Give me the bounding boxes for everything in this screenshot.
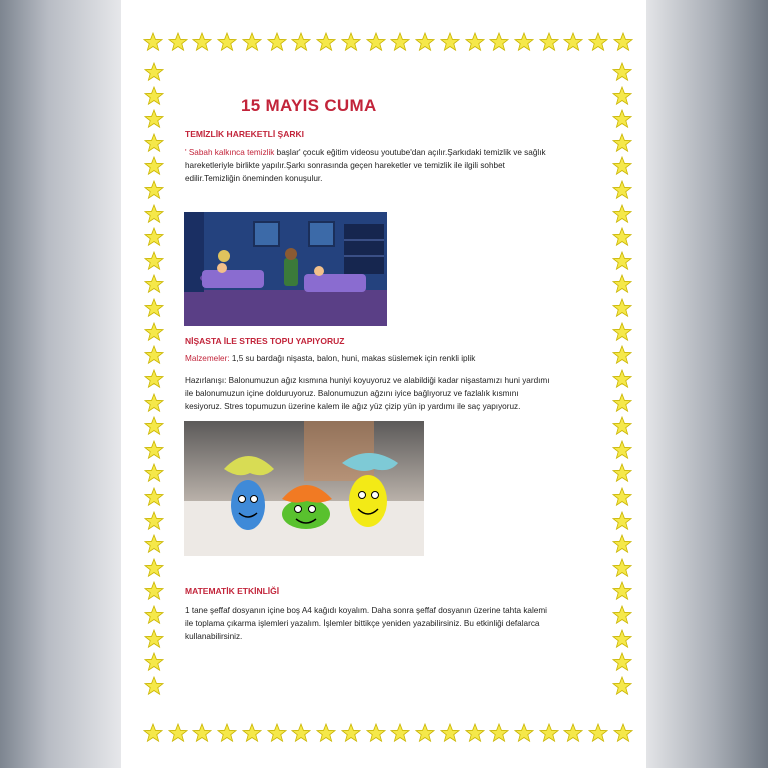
star-icon <box>341 723 361 743</box>
text-line: 1 tane şeffaf dosyanın içine boş A4 kağıdı koyalım. Daha sonra şeffaf dosyanın üzerine tahta kalemi <box>185 606 547 615</box>
star-icon <box>291 32 311 52</box>
star-icon <box>612 156 632 176</box>
star-icon <box>192 32 212 52</box>
star-icon <box>316 32 336 52</box>
star-icon <box>612 581 632 601</box>
background-left <box>0 0 121 768</box>
text-line: ile toplama çıkarma işlemleri yazalım. İşlemler bittikçe yeniden yazabilirsiniz. Bu etkinliği defalarca <box>185 619 540 628</box>
star-icon <box>390 723 410 743</box>
text-span: başlar' çocuk eğitim videosu youtube'dan açılır.Şarkıdaki temizlik ve sağlık <box>274 148 546 157</box>
star-icon <box>613 32 633 52</box>
star-icon <box>612 463 632 483</box>
star-icon <box>341 32 361 52</box>
star-icon <box>612 629 632 649</box>
star-icon <box>144 463 164 483</box>
text-line: kesiyoruz. Stres topumuzun üzerine kalem ile ağız yüz çizip yün ip yardımı ile saç yapıyoruz. <box>185 402 521 411</box>
star-icon <box>612 487 632 507</box>
text-line: kullanabilirsiniz. <box>185 632 243 641</box>
star-icon <box>613 723 633 743</box>
star-icon <box>415 723 435 743</box>
star-icon <box>144 227 164 247</box>
star-icon <box>612 180 632 200</box>
star-icon <box>144 133 164 153</box>
star-icon <box>144 345 164 365</box>
star-icon <box>612 109 632 129</box>
cartoon-bedroom-illustration <box>184 212 387 326</box>
song-title-quote: ' Sabah kalkınca temizlik <box>185 148 275 157</box>
document-page <box>121 0 646 768</box>
star-icon <box>267 723 287 743</box>
star-border-left <box>143 62 165 696</box>
star-icon <box>612 133 632 153</box>
star-icon <box>366 32 386 52</box>
star-icon <box>440 723 460 743</box>
materials-label: Malzemeler: <box>185 354 230 363</box>
star-icon <box>612 227 632 247</box>
star-icon <box>192 723 212 743</box>
star-border-right <box>611 62 633 696</box>
star-icon <box>144 156 164 176</box>
stress-balls-illustration <box>184 421 424 556</box>
star-icon <box>144 369 164 389</box>
star-icon <box>144 180 164 200</box>
star-icon <box>168 723 188 743</box>
star-icon <box>612 652 632 672</box>
star-icon <box>144 676 164 696</box>
star-icon <box>612 322 632 342</box>
materials-list: 1,5 su bardağı nişasta, balon, huni, makas süslemek için renkli iplik <box>229 354 476 363</box>
page-title: 15 MAYIS CUMA <box>241 96 377 115</box>
star-icon <box>612 274 632 294</box>
star-icon <box>612 416 632 436</box>
star-icon <box>144 511 164 531</box>
star-icon <box>291 723 311 743</box>
star-icon <box>168 32 188 52</box>
star-border-bottom <box>143 722 633 744</box>
star-icon <box>612 86 632 106</box>
star-icon <box>144 109 164 129</box>
star-icon <box>612 298 632 318</box>
star-icon <box>612 393 632 413</box>
star-icon <box>144 605 164 625</box>
star-icon <box>612 676 632 696</box>
text-line: edilir.Temizliğin öneminden konuşulur. <box>185 174 323 183</box>
star-icon <box>588 32 608 52</box>
star-icon <box>144 581 164 601</box>
star-icon <box>217 32 237 52</box>
background-right <box>646 0 768 768</box>
section-text-math-activity <box>185 604 591 643</box>
star-icon <box>144 251 164 271</box>
text-line <box>185 146 591 159</box>
star-icon <box>144 440 164 460</box>
star-icon <box>612 251 632 271</box>
star-icon <box>144 534 164 554</box>
preparation-text <box>185 374 591 413</box>
star-icon <box>144 322 164 342</box>
text-line: hareketleriyle birlikte yapılır.Şarkı sonrasında geçen hareketler ve temizlik ile ilgili sohbet <box>185 161 505 170</box>
star-icon <box>612 558 632 578</box>
star-icon <box>563 32 583 52</box>
star-icon <box>563 723 583 743</box>
star-icon <box>144 629 164 649</box>
star-icon <box>612 369 632 389</box>
star-icon <box>612 345 632 365</box>
star-icon <box>465 32 485 52</box>
star-icon <box>144 274 164 294</box>
materials-text <box>185 352 591 365</box>
section-heading-stress-ball: NİŞASTA İLE STRES TOPU YAPIYORUZ <box>185 336 345 346</box>
star-icon <box>415 32 435 52</box>
star-icon <box>612 534 632 554</box>
star-icon <box>612 440 632 460</box>
star-icon <box>144 416 164 436</box>
star-icon <box>612 204 632 224</box>
cartoon-bedroom-image <box>184 212 387 326</box>
star-icon <box>316 723 336 743</box>
star-icon <box>217 723 237 743</box>
star-icon <box>612 62 632 82</box>
star-icon <box>612 511 632 531</box>
star-icon <box>489 723 509 743</box>
star-icon <box>267 32 287 52</box>
star-icon <box>465 723 485 743</box>
star-icon <box>144 86 164 106</box>
star-icon <box>489 32 509 52</box>
star-border-top <box>143 31 633 53</box>
star-icon <box>144 558 164 578</box>
star-icon <box>242 723 262 743</box>
star-icon <box>144 298 164 318</box>
star-icon <box>144 204 164 224</box>
star-icon <box>143 32 163 52</box>
star-icon <box>514 723 534 743</box>
star-icon <box>588 723 608 743</box>
section-text-cleaning-song <box>185 146 591 185</box>
star-icon <box>242 32 262 52</box>
text-line: ile balonumuzun içine dolduruyoruz. Balonumuzun ağzını iyice bağlıyoruz ve fazlalık kısmını <box>185 389 519 398</box>
star-icon <box>390 32 410 52</box>
star-icon <box>144 652 164 672</box>
star-icon <box>144 393 164 413</box>
stress-balls-photo <box>184 421 424 556</box>
star-icon <box>143 723 163 743</box>
text-line: Hazırlanışı: Balonumuzun ağız kısmına huniyi koyuyoruz ve alabildiği kadar nişastamızı huni yardımı <box>185 376 550 385</box>
star-icon <box>144 487 164 507</box>
star-icon <box>539 32 559 52</box>
section-heading-math-activity: MATEMATİK ETKİNLİĞİ <box>185 586 280 596</box>
star-icon <box>440 32 460 52</box>
star-icon <box>514 32 534 52</box>
star-icon <box>144 62 164 82</box>
section-heading-cleaning-song: TEMİZLİK HAREKETLİ ŞARKI <box>185 129 304 139</box>
star-icon <box>612 605 632 625</box>
star-icon <box>366 723 386 743</box>
star-icon <box>539 723 559 743</box>
